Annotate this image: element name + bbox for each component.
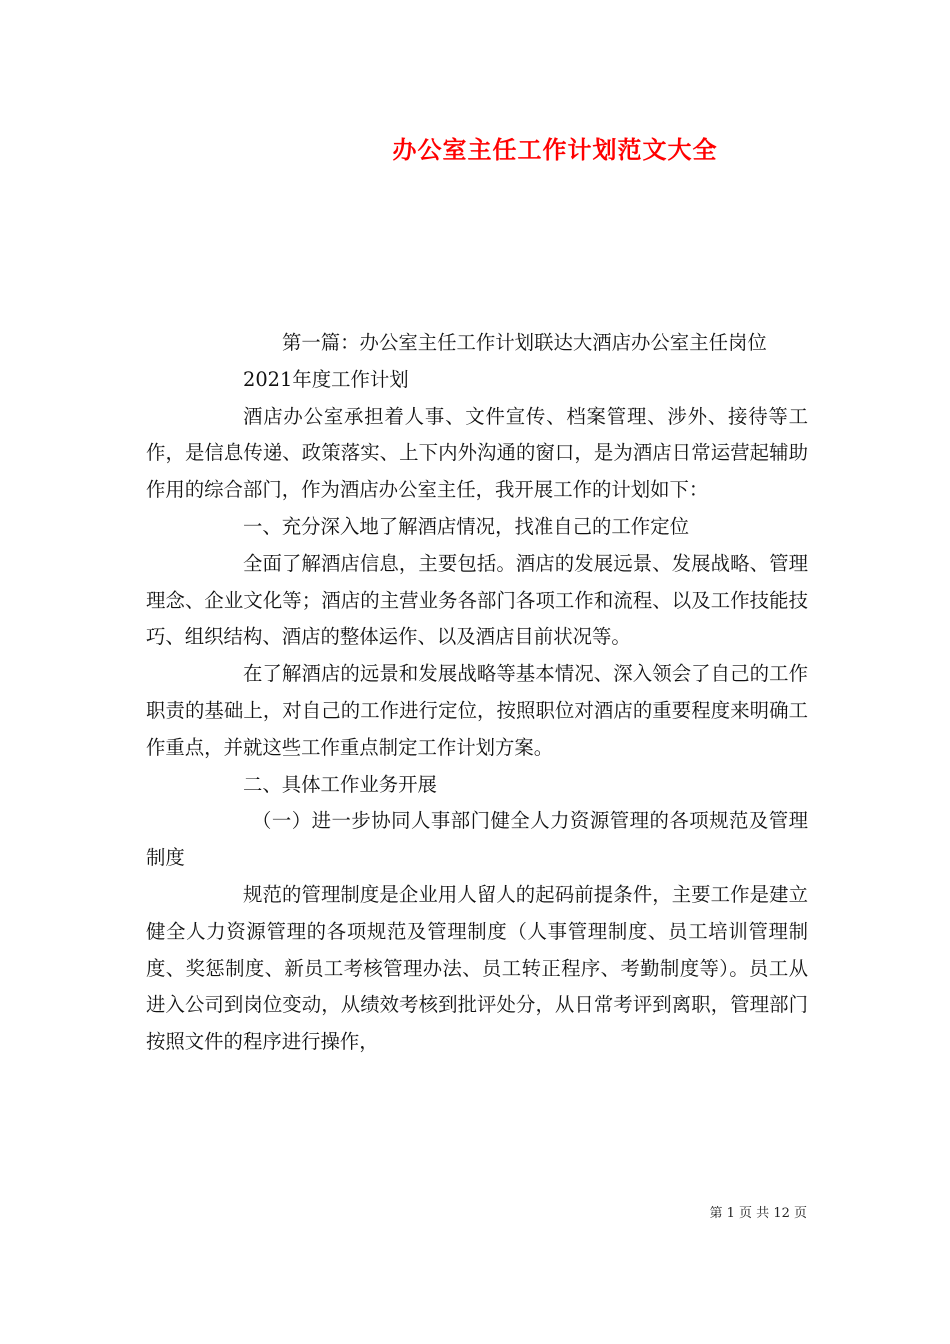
paragraph: 酒店办公室承担着人事、文件宣传、档案管理、涉外、接待等工作，是信息传递、政策落实、上下内外沟通的窗口，是为酒店日常运营起辅助作用的综合部门，作为酒店办公室主任，我开展工作的计划如下： [146,404,808,502]
document-title: 办公室主任工作计划范文大全 [392,135,718,164]
section-heading: 二、具体工作业务开展 [243,772,437,796]
paragraph: 全面了解酒店信息，主要包括。酒店的发展远景、发展战略、管理理念、企业文化等；酒店的主营业务各部门各项工作和流程、以及工作技能技巧、组织结构、酒店的整体运作、以及酒店目前状况等。 [146,551,808,649]
page-number: 第 1 页 共 12 页 [709,1206,807,1221]
paragraph: 规范的管理制度是企业用人留人的起码前提条件，主要工作是建立健全人力资源管理的各项规范及管理制度（人事管理制度、员工培训管理制度、奖惩制度、新员工考核管理办法、员工转正程序、考勤制度等）。员工从进入公司到岗位变动，从绩效考核到批评处分，从日常考评到离职，管理部门按照文件的程序进行操作， [146,882,808,1054]
chapter-heading: 第一篇：办公室主任工作计划联达大酒店办公室主任岗位 [282,331,767,354]
section-heading: 一、充分深入地了解酒店情况，找准自己的工作定位 [243,514,689,538]
subsection-heading: （一）进一步协同人事部门健全人力资源管理的各项规范及管理制度 [146,809,808,870]
paragraph: 在了解酒店的远景和发展战略等基本情况、深入领会了自己的工作职责的基础上，对自己的工作进行定位，按照职位对酒店的重要程度来明确工作重点，并就这些工作重点制定工作计划方案。 [146,662,808,759]
subtitle-line: 2021年度工作计划 [243,367,409,391]
document-body [146,325,808,1061]
